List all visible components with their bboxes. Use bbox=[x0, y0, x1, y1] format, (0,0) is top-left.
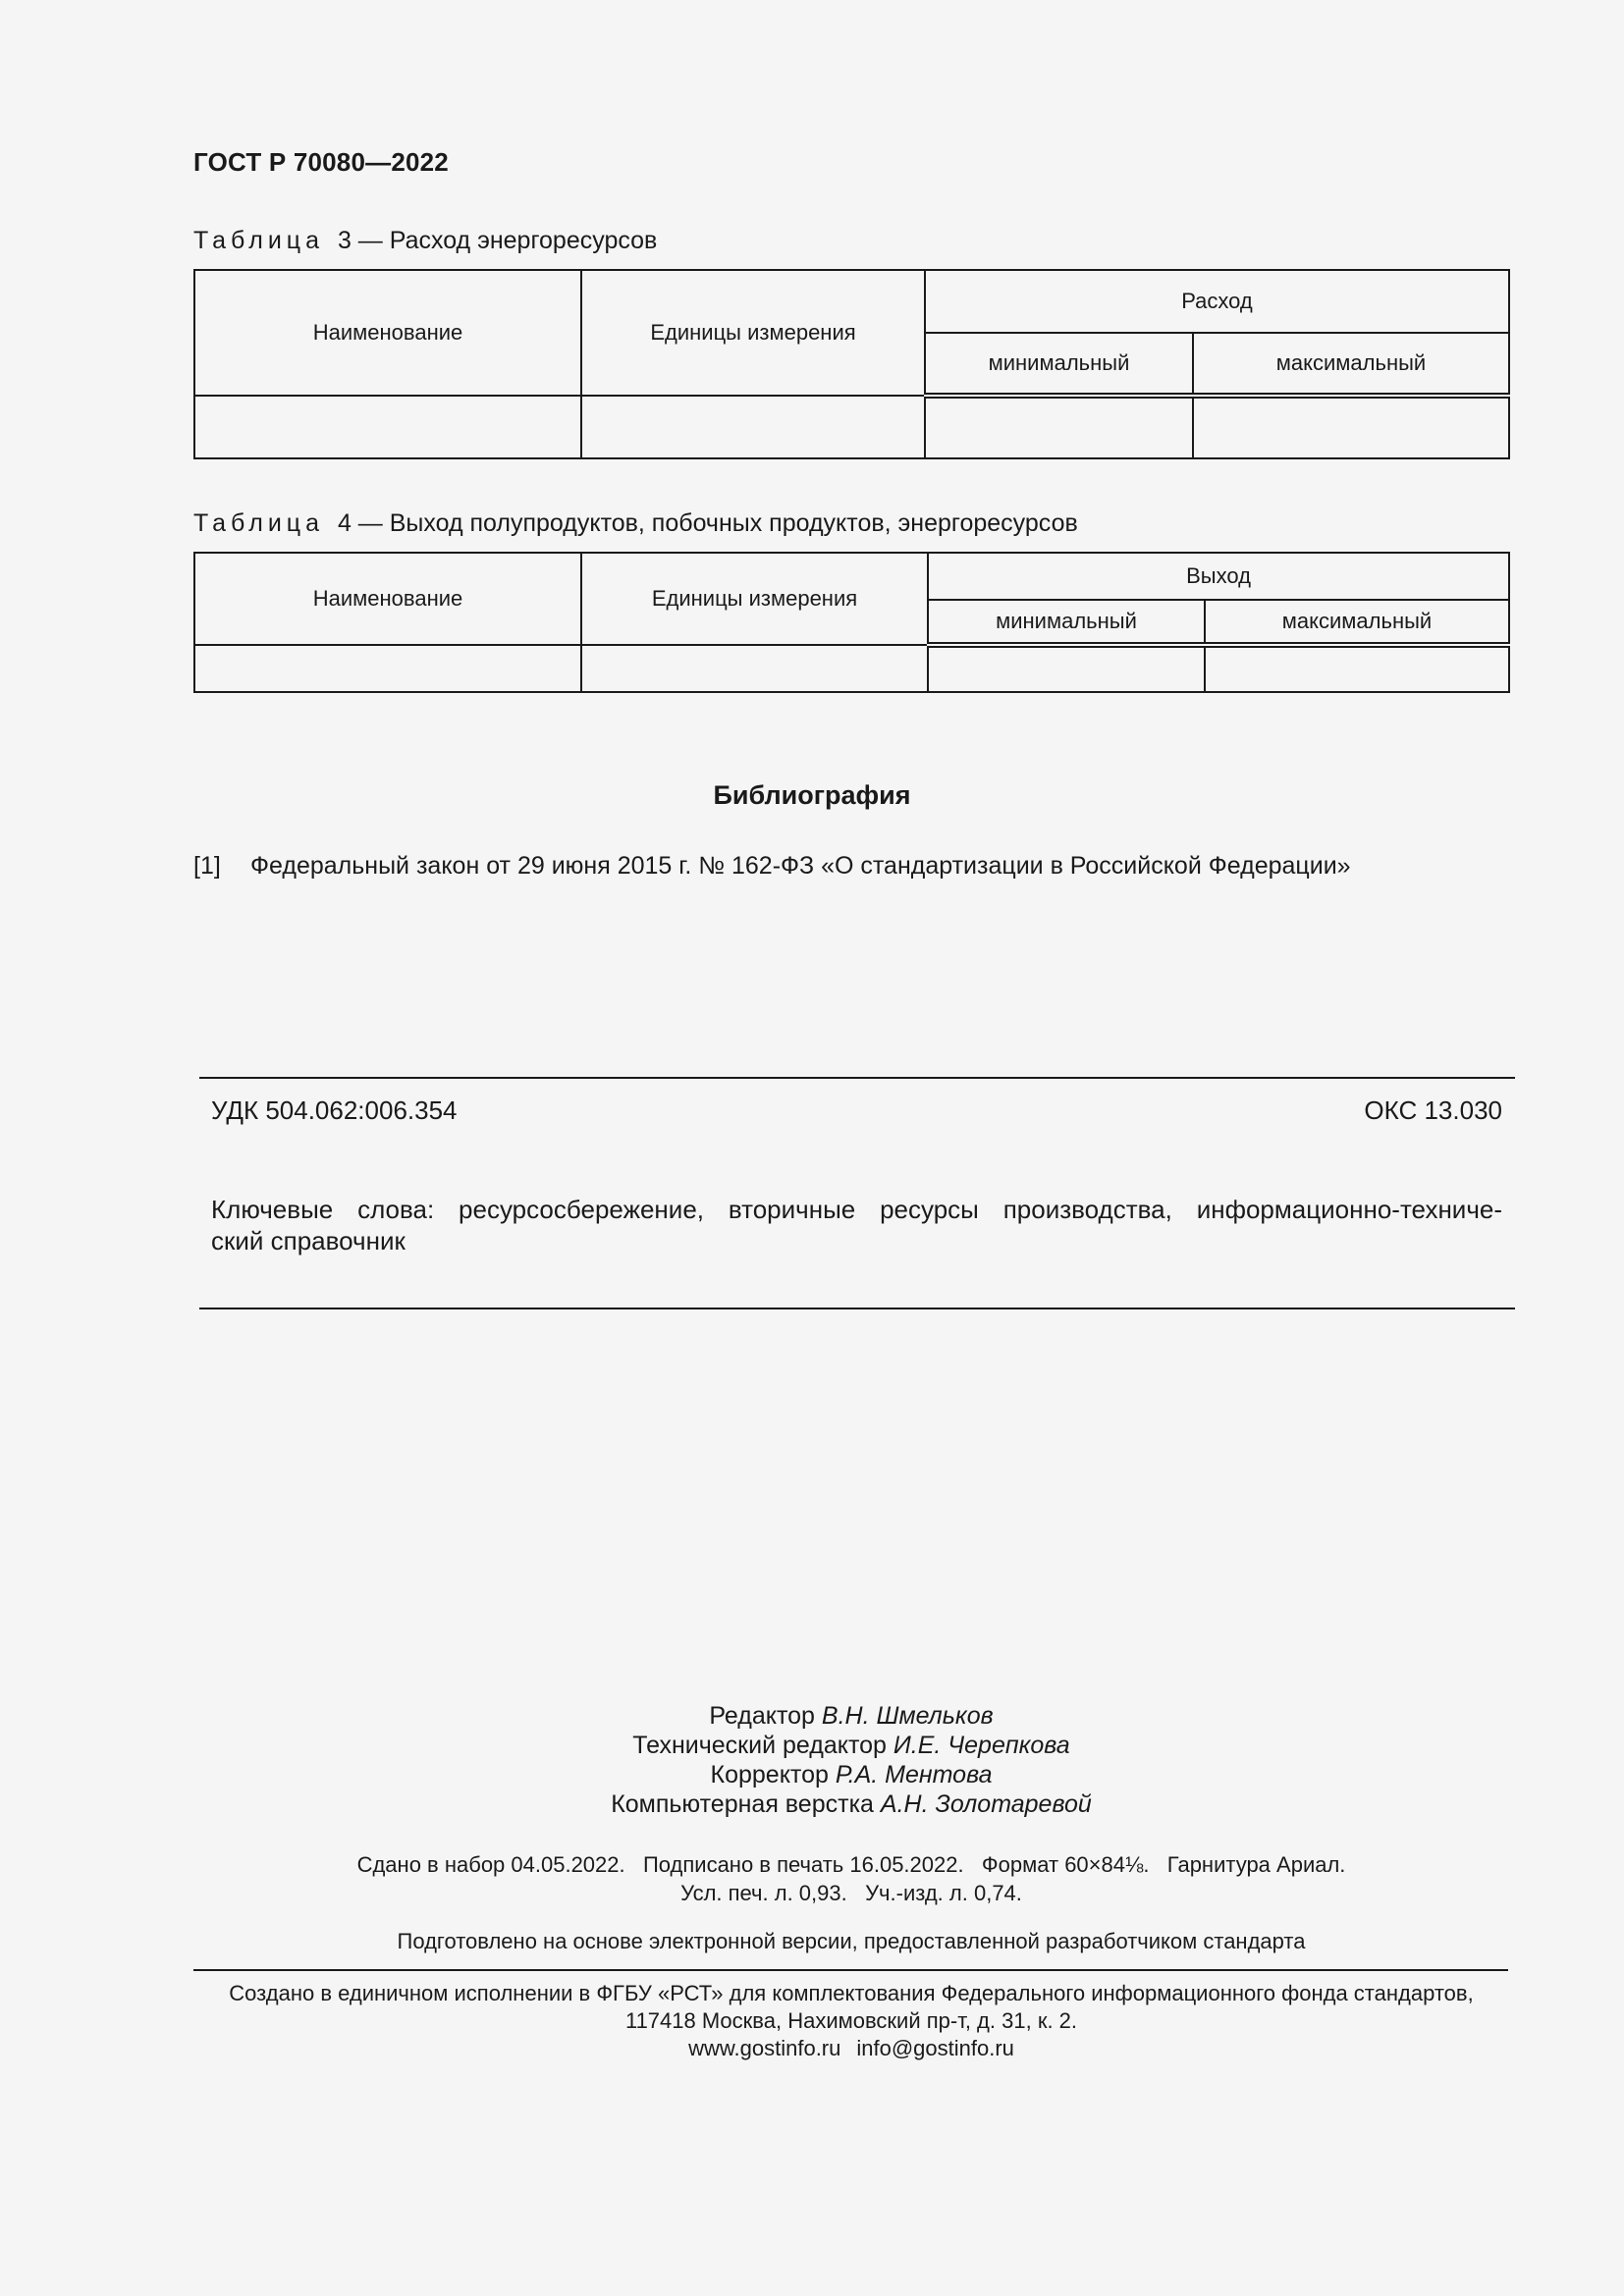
table4-cell bbox=[1205, 645, 1509, 692]
footer-contacts bbox=[0, 2035, 1624, 2062]
oks-code: ОКС 13.030 bbox=[1364, 1095, 1502, 1125]
footer-divider bbox=[193, 1969, 1508, 1971]
print-info-line: Усл. печ. л. 0,93. Уч.-изд. л. 0,74. bbox=[680, 1881, 1022, 1905]
credit-tech-editor bbox=[0, 1731, 1624, 1760]
print-info bbox=[0, 1850, 1624, 1907]
table4-caption-prefix: Таблица bbox=[193, 509, 325, 537]
credits bbox=[0, 1701, 1624, 1819]
bibliography-item-number: [1] bbox=[193, 852, 221, 880]
table3-caption bbox=[193, 227, 657, 255]
credit-layout bbox=[0, 1789, 1624, 1819]
table4-header-units: Единицы измерения bbox=[581, 553, 928, 645]
table3 bbox=[193, 269, 1510, 459]
footer-line: 117418 Москва, Нахимовский пр-т, д. 31, к. 2. bbox=[624, 2008, 1078, 2033]
table4-cell bbox=[581, 645, 928, 692]
credit-name: В.Н. Шмельков bbox=[821, 1702, 994, 1730]
bibliography-item bbox=[193, 852, 1351, 881]
credit-name: И.Е. Черепкова bbox=[893, 1732, 1070, 1759]
table3-header-name: Наименование bbox=[194, 270, 581, 396]
table4-cell bbox=[194, 645, 581, 692]
table3-caption-prefix: Таблица bbox=[193, 227, 325, 254]
table3-row bbox=[194, 396, 1509, 458]
table4-header-min: минимальный bbox=[928, 600, 1205, 645]
table3-cell bbox=[194, 396, 581, 458]
email-link[interactable]: info@gostinfo.ru bbox=[856, 2036, 1014, 2060]
table4-header-name: Наименование bbox=[194, 553, 581, 645]
keywords-line: Ключевые слова: ресурсосбережение, вторичные ресурсы производства, информационно-техниче- bbox=[211, 1195, 1502, 1224]
credit-corrector bbox=[0, 1760, 1624, 1789]
bibliography-item-text: Федеральный закон от 29 июня 2015 г. № 162-ФЗ «О стандартизации в Российской Федерации» bbox=[250, 852, 1351, 880]
credit-role: Технический редактор bbox=[632, 1732, 887, 1759]
footer-line: Создано в единичном исполнении в ФГБУ «РСТ» для комплектования Федерального информационного фонда стандартов, bbox=[229, 1981, 1474, 2005]
table3-caption-text: 3 — Расход энергоресурсов bbox=[337, 227, 658, 254]
prepared-note: Подготовлено на основе электронной версии, предоставленной разработчиком стандарта bbox=[397, 1929, 1306, 1953]
table3-cell bbox=[925, 396, 1193, 458]
table3-cell bbox=[581, 396, 925, 458]
table4-header-group: Выход bbox=[928, 553, 1509, 600]
print-info-line: Сдано в набор 04.05.2022. Подписано в печать 16.05.2022. Формат 60×84⅛. Гарнитура Ариал. bbox=[356, 1852, 1346, 1877]
keywords-line: ский справочник bbox=[211, 1226, 406, 1255]
table4-row bbox=[194, 645, 1509, 692]
credit-role: Компьютерная верстка bbox=[611, 1790, 874, 1818]
document-header: ГОСТ Р 70080—2022 bbox=[193, 147, 449, 177]
table3-header-units: Единицы измерения bbox=[581, 270, 925, 396]
website-link[interactable]: www.gostinfo.ru bbox=[688, 2036, 841, 2060]
table4-caption bbox=[193, 509, 1078, 538]
divider-bottom bbox=[199, 1308, 1515, 1309]
bibliography-title: Библиография bbox=[713, 780, 911, 810]
divider-top bbox=[199, 1077, 1515, 1079]
keywords bbox=[211, 1194, 1502, 1256]
credit-name: А.Н. Золотаревой bbox=[880, 1790, 1092, 1818]
table3-cell bbox=[1193, 396, 1509, 458]
credit-name: Р.А. Ментова bbox=[835, 1761, 993, 1789]
credit-editor bbox=[0, 1701, 1624, 1731]
table4 bbox=[193, 552, 1510, 693]
credit-role: Корректор bbox=[710, 1761, 829, 1789]
table4-caption-text: 4 — Выход полупродуктов, побочных продуктов, энергоресурсов bbox=[337, 509, 1078, 537]
udk-code: УДК 504.062:006.354 bbox=[211, 1095, 458, 1125]
credit-role: Редактор bbox=[709, 1702, 815, 1730]
table4-cell bbox=[928, 645, 1205, 692]
table4-header-max: максимальный bbox=[1205, 600, 1509, 645]
table3-header-group: Расход bbox=[925, 270, 1509, 333]
table3-header-max: максимальный bbox=[1193, 333, 1509, 396]
publisher-footer bbox=[0, 1980, 1624, 2062]
table3-header-min: минимальный bbox=[925, 333, 1193, 396]
